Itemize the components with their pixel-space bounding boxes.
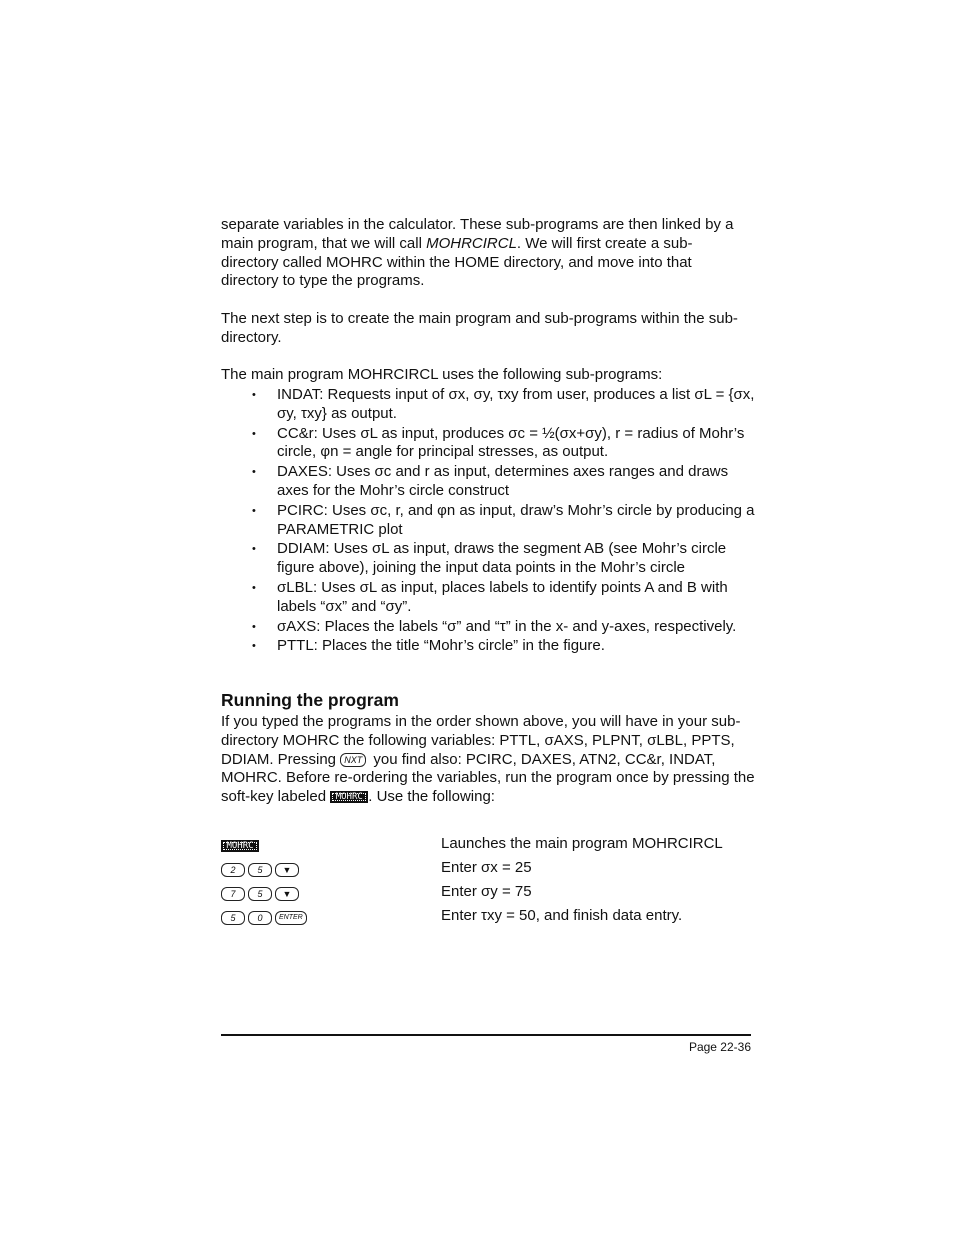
down-arrow-key-icon: ▼ bbox=[275, 887, 299, 901]
list-item: • σAXS: Places the labels “σ” and “τ” in the x- and y-axes, respectively. bbox=[252, 617, 737, 635]
nxt-key-icon: NXT bbox=[340, 753, 366, 767]
step-keys bbox=[221, 861, 302, 879]
step-row bbox=[221, 859, 756, 883]
intro-line-1: separate variables in the calculator. These sub-programs are then linked by a bbox=[221, 216, 734, 233]
list-item: • CC&r: Uses σL as input, produces σc = ½(σx+σy), r = radius of Mohr’s circle, φn = angle for principal stresses, as output. bbox=[252, 424, 745, 461]
bullet-icon: • bbox=[252, 543, 256, 556]
key-5-icon: 5 bbox=[248, 887, 272, 901]
key-2-icon: 2 bbox=[221, 863, 245, 877]
bullet-icon: • bbox=[252, 427, 256, 440]
step-description: Enter σx = 25 bbox=[441, 859, 532, 876]
step-keys bbox=[221, 909, 310, 927]
enter-key-icon: ENTER bbox=[275, 911, 307, 925]
list-item: • PCIRC: Uses σc, r, and φn as input, draw’s Mohr’s circle by producing a PARAMETRIC plot bbox=[252, 501, 755, 538]
step-row bbox=[221, 835, 756, 859]
step-description: Launches the main program MOHRCIRCL bbox=[441, 835, 723, 852]
step-keys bbox=[221, 837, 259, 855]
key-0-icon: 0 bbox=[248, 911, 272, 925]
list-item: • PTTL: Places the title “Mohr’s circle” in the figure. bbox=[252, 637, 605, 655]
list-item: • DDIAM: Uses σL as input, draws the segment AB (see Mohr’s circle figure above), joining the input data points in the Mohr’s circle bbox=[252, 540, 727, 577]
subprograms-intro: The main program MOHRCIRCL uses the following sub-programs: bbox=[221, 366, 663, 383]
intro-line-3: directory called MOHRC within the HOME directory, and move into that bbox=[221, 253, 692, 271]
running-paragraph: If you typed the programs in the order shown above, you will have in your sub-directory MOHRC the following variables: PTTL, σAXS, PLPNT, σLBL, PPTS, DDIAM. Pressing NXT you find also: PCIRC, DAXES, ATN2, CC&r, INDAT, MOHRC. Before re-ordering the variables, run the program once by pressing the soft-key labeled MOHRC . Use the following: bbox=[221, 713, 755, 806]
page-number: Page 22-36 bbox=[688, 1040, 751, 1054]
bullet-icon: • bbox=[252, 581, 256, 594]
intro-line-2c: . We will first create a sub- bbox=[516, 234, 693, 252]
list-item: • INDAT: Requests input of σx, σy, τxy from user, produces a list σL = {σx, σy, τxy} as output. bbox=[252, 386, 755, 422]
key-5-icon: 5 bbox=[221, 911, 245, 925]
next-step-paragraph: The next step is to create the main program and sub-programs within the sub-directory. bbox=[221, 310, 738, 346]
section-heading: Running the program bbox=[221, 690, 399, 710]
key-5-icon: 5 bbox=[248, 863, 272, 877]
bullet-icon: • bbox=[252, 620, 256, 633]
step-keys bbox=[221, 885, 302, 903]
mohrc-softkey-icon: MOHRC bbox=[221, 840, 259, 852]
intro-paragraph bbox=[221, 216, 756, 291]
program-name: MOHRCIRCL bbox=[426, 234, 517, 252]
subprogram-list bbox=[221, 386, 756, 657]
intro-line-4: directory to type the programs. bbox=[221, 272, 425, 290]
step-description: Enter σy = 75 bbox=[441, 883, 532, 900]
step-row bbox=[221, 907, 756, 931]
keystroke-steps bbox=[221, 835, 756, 931]
down-arrow-key-icon: ▼ bbox=[275, 863, 299, 877]
bullet-icon: • bbox=[252, 389, 256, 401]
bullet-icon: • bbox=[252, 466, 256, 479]
list-item: • DAXES: Uses σc and r as input, determines axes ranges and draws axes for the Mohr’s circle construct bbox=[252, 463, 729, 499]
step-description: Enter τxy = 50, and finish data entry. bbox=[441, 907, 683, 924]
mohrc-softkey-icon: MOHRC bbox=[330, 791, 368, 803]
bullet-icon: • bbox=[252, 504, 256, 517]
intro-line-2a: main program, that we will call bbox=[221, 234, 427, 252]
step-row bbox=[221, 883, 756, 907]
bullet-icon: • bbox=[252, 640, 256, 653]
key-7-icon: 7 bbox=[221, 887, 245, 901]
list-item: • σLBL: Uses σL as input, places labels to identify points A and B with labels “σx” and “σy”. bbox=[252, 578, 728, 615]
footer-divider bbox=[221, 1034, 751, 1036]
